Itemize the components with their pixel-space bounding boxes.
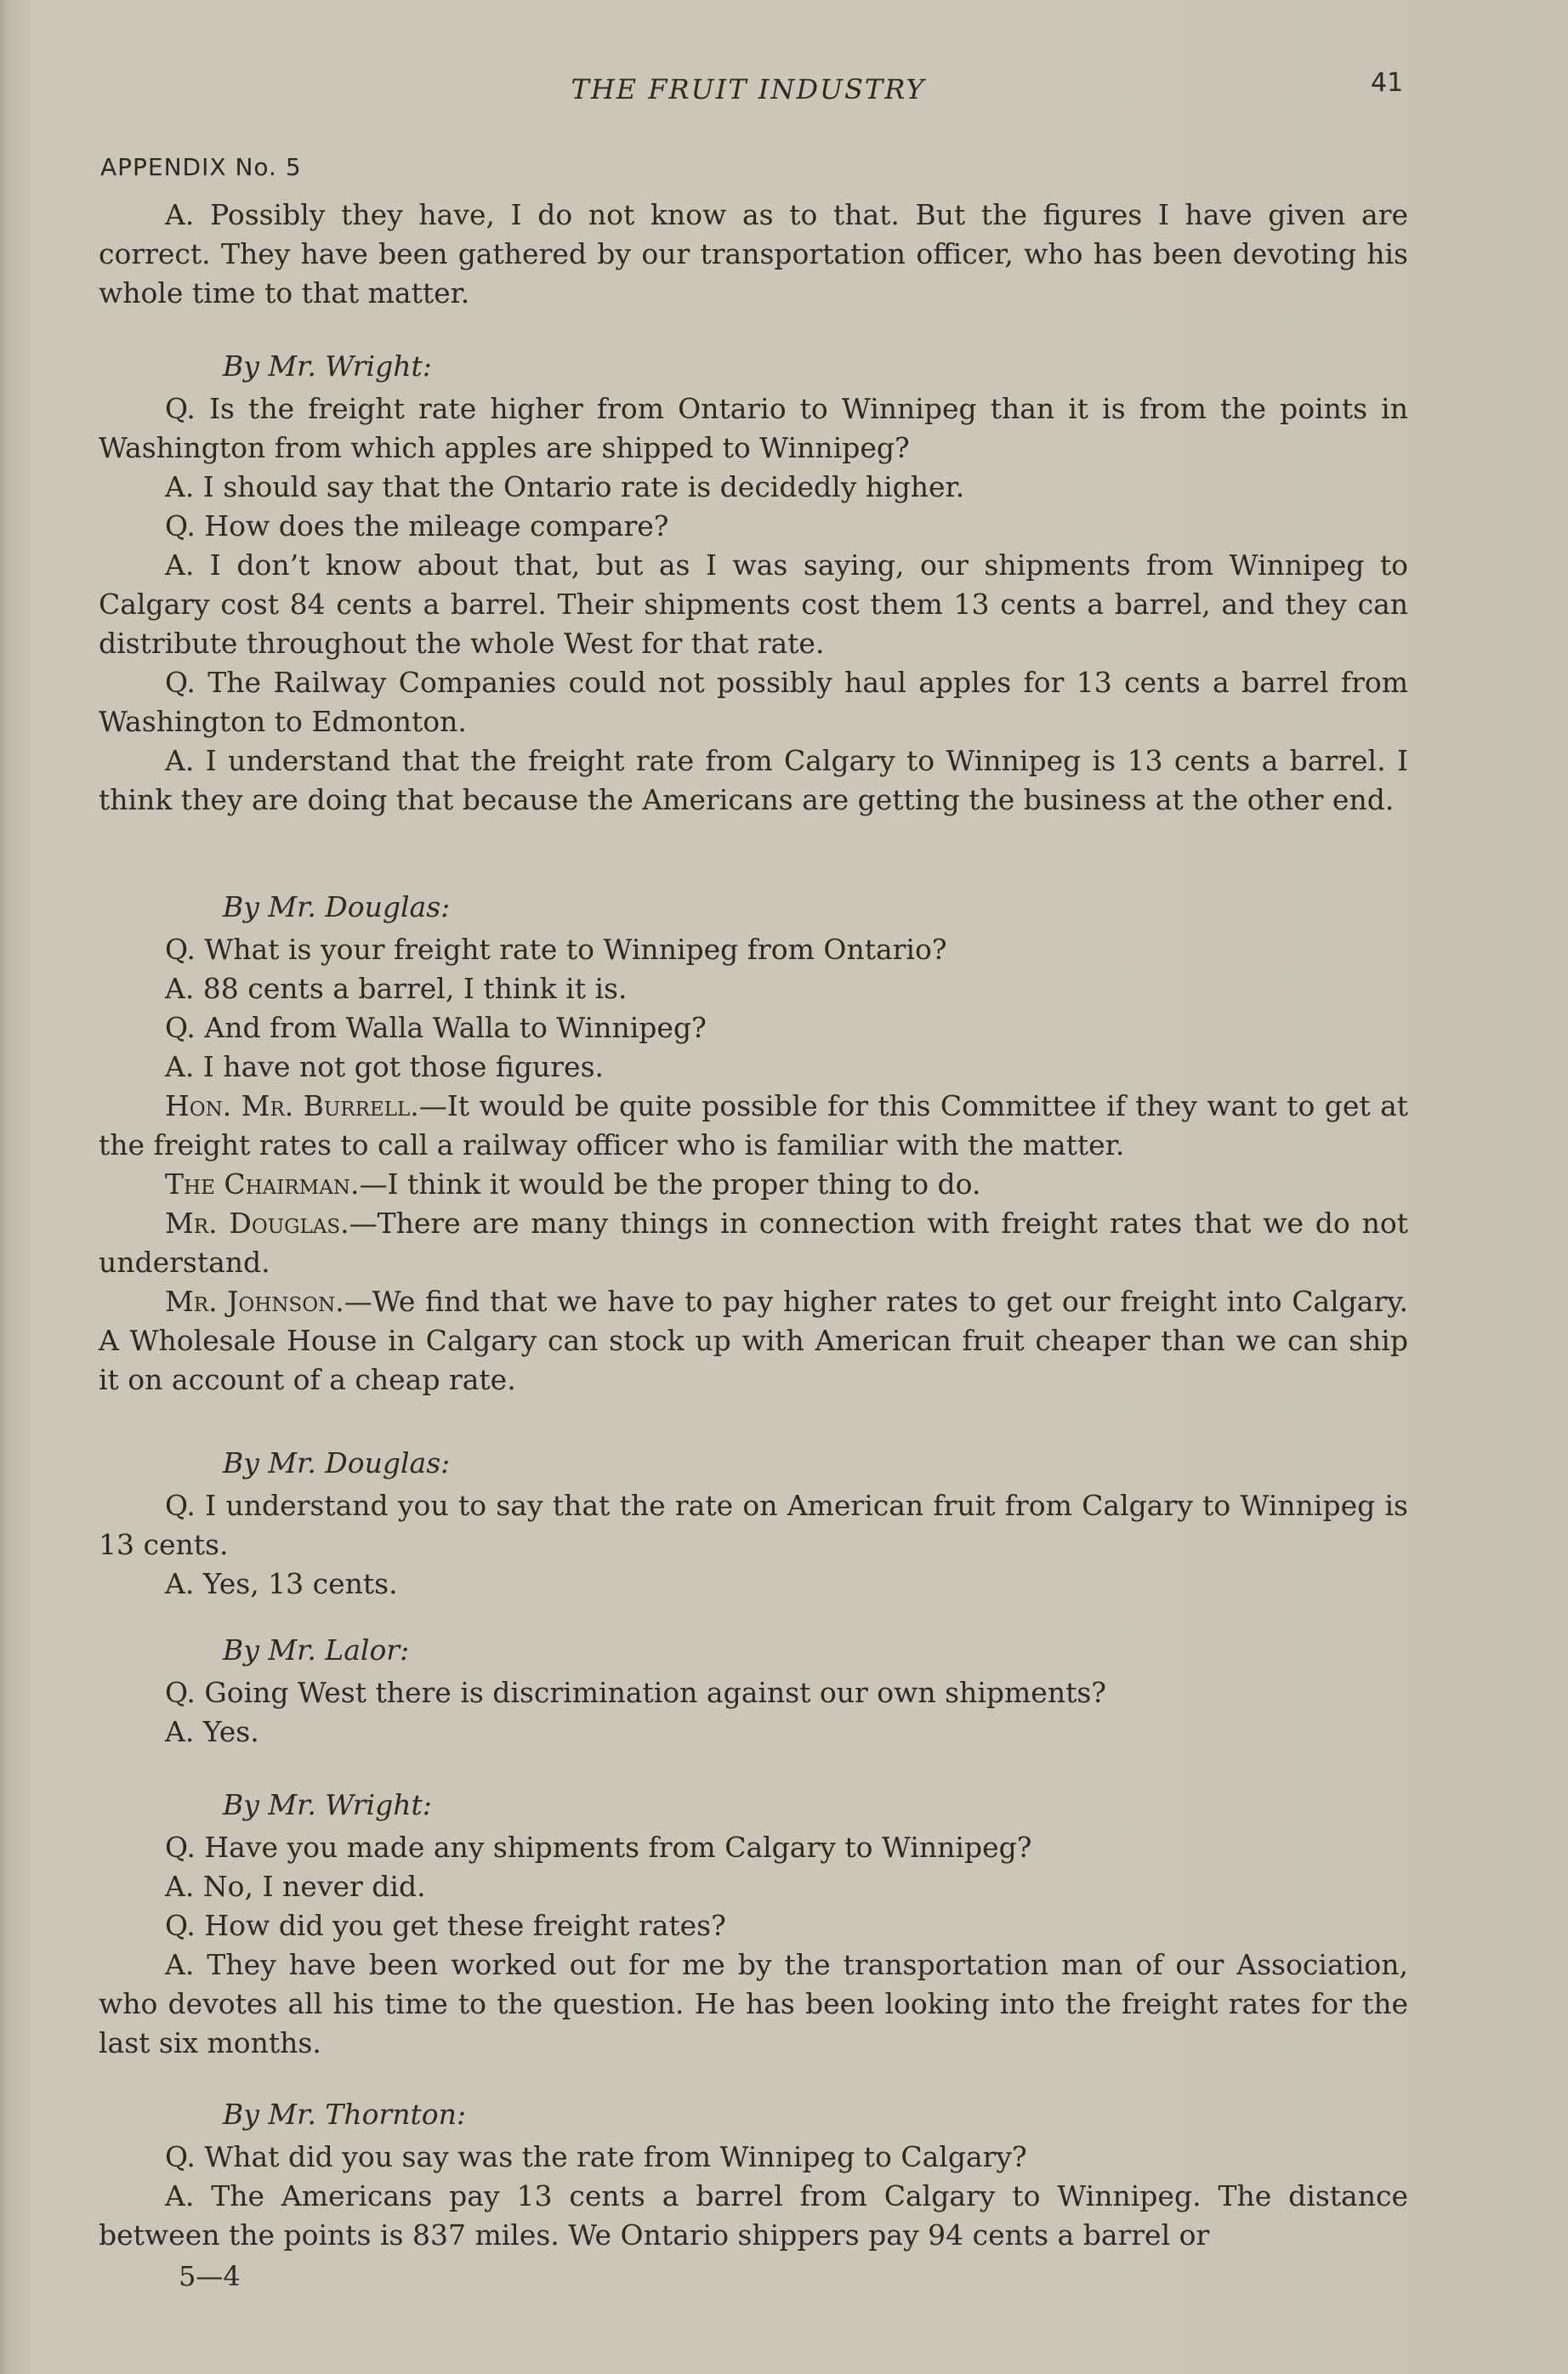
- speaker-name: Mr. Douglas.: [165, 1207, 349, 1240]
- signature-mark: 5—4: [179, 2260, 241, 2292]
- examiner-heading: By Mr. Thornton:: [223, 2098, 466, 2131]
- section-wright-1: [99, 347, 1408, 820]
- statement-text: —I think it would be the proper thing to do.: [359, 1167, 981, 1201]
- paragraph-answer: A. They have been worked out for me by the transportation man of our Association, who devotes all his time to the question. He has been looking into the freight rates for the last six months.: [99, 1948, 1408, 2059]
- examiner-heading: By Mr. Lalor:: [223, 1633, 410, 1667]
- paragraph-question: Q. Is the freight rate higher from Ontario to Winnipeg than it is from the points in Washington from which apples are shipped to Winnipeg?: [99, 392, 1408, 464]
- paragraph-answer: A. Yes.: [165, 1715, 259, 1748]
- speaker-name: Hon. Mr. Burrell.: [165, 1089, 419, 1122]
- paragraph-statement: [99, 1282, 1408, 1400]
- statement-text: —It would be quite possible for this Committee if they want to get at the freight rates to call a railway officer who is familiar with the matter.: [99, 1089, 1409, 1161]
- speaker-name: Mr. Johnson.: [165, 1285, 344, 1318]
- paragraph-question: Q. And from Walla Walla to Winnipeg?: [165, 1011, 707, 1044]
- paragraph-question: Q. I understand you to say that the rate on American fruit from Calgary to Winnipeg is 13 cents.: [99, 1489, 1408, 1561]
- paragraph-statement: [99, 1204, 1408, 1282]
- section-lalor: [99, 1631, 1408, 1752]
- statement-text: —We find that we have to pay higher rates to get our freight into Calgary. A Wholesale House in Calgary can stock up with American fruit cheaper than we can ship it on account of a cheap rate.: [99, 1285, 1408, 1396]
- paragraph-answer: A. 88 cents a barrel, I think it is.: [165, 972, 628, 1005]
- paragraph-question: Q. How does the mileage compare?: [165, 509, 669, 542]
- paragraph-statement: [99, 1087, 1408, 1165]
- paragraph-question: Q. What did you say was the rate from Winnipeg to Calgary?: [165, 2140, 1027, 2173]
- page-number: 41: [1371, 68, 1404, 98]
- examiner-heading: By Mr. Douglas:: [223, 890, 451, 923]
- examiner-heading: By Mr. Wright:: [223, 1788, 432, 1821]
- section-wright-2: [99, 1786, 1408, 2063]
- section-intro: [99, 196, 1408, 313]
- section-thornton: [99, 2095, 1408, 2255]
- paragraph-answer: A. No, I never did.: [165, 1870, 426, 1903]
- running-title: THE FRUIT INDUSTRY: [571, 73, 926, 105]
- paragraph-statement: [99, 1165, 1408, 1204]
- paragraph-answer: A. I understand that the freight rate from Calgary to Winnipeg is 13 cents a barrel. I think they are doing that because the Americans are getting the business at the other end.: [99, 744, 1408, 816]
- paragraph-question: Q. Going West there is discrimination against our own shipments?: [165, 1676, 1106, 1709]
- paragraph-question: Q. The Railway Companies could not possibly haul apples for 13 cents a barrel from Washington to Edmonton.: [99, 666, 1408, 738]
- section-douglas-1: [99, 888, 1408, 1400]
- section-douglas-2: [99, 1444, 1408, 1604]
- paragraph-answer: A. I have not got those figures.: [165, 1050, 604, 1083]
- paragraph-answer: A. Possibly they have, I do not know as to that. But the figures I have given are correct. They have been gathered by our transportation officer, who has been devoting his whole time to that matter.: [99, 198, 1408, 310]
- statement-text: —There are many things in connection with freight rates that we do not understand.: [99, 1207, 1408, 1279]
- paragraph-question: Q. What is your freight rate to Winnipeg from Ontario?: [165, 933, 947, 966]
- speaker-name: The Chairman.: [165, 1167, 360, 1201]
- appendix-label: APPENDIX No. 5: [100, 153, 302, 181]
- paragraph-question: Q. Have you made any shipments from Calgary to Winnipeg?: [165, 1831, 1032, 1864]
- examiner-heading: By Mr. Douglas:: [223, 1446, 451, 1479]
- paragraph-answer: A. Yes, 13 cents.: [165, 1567, 398, 1600]
- paragraph-answer: A. I don’t know about that, but as I was saying, our shipments from Winnipeg to Calgary cost 84 cents a barrel. Their shipments cost them 13 cents a barrel, and they can distribute throughout the whole West for that rate.: [99, 548, 1408, 660]
- paragraph-question: Q. How did you get these freight rates?: [165, 1909, 726, 1942]
- paragraph-answer: A. The Americans pay 13 cents a barrel from Calgary to Winnipeg. The distance between the points is 837 miles. We Ontario shippers pay 94 cents a barrel or: [99, 2179, 1408, 2252]
- examiner-heading: By Mr. Wright:: [223, 349, 432, 383]
- paragraph-answer: A. I should say that the Ontario rate is decidedly higher.: [165, 470, 965, 503]
